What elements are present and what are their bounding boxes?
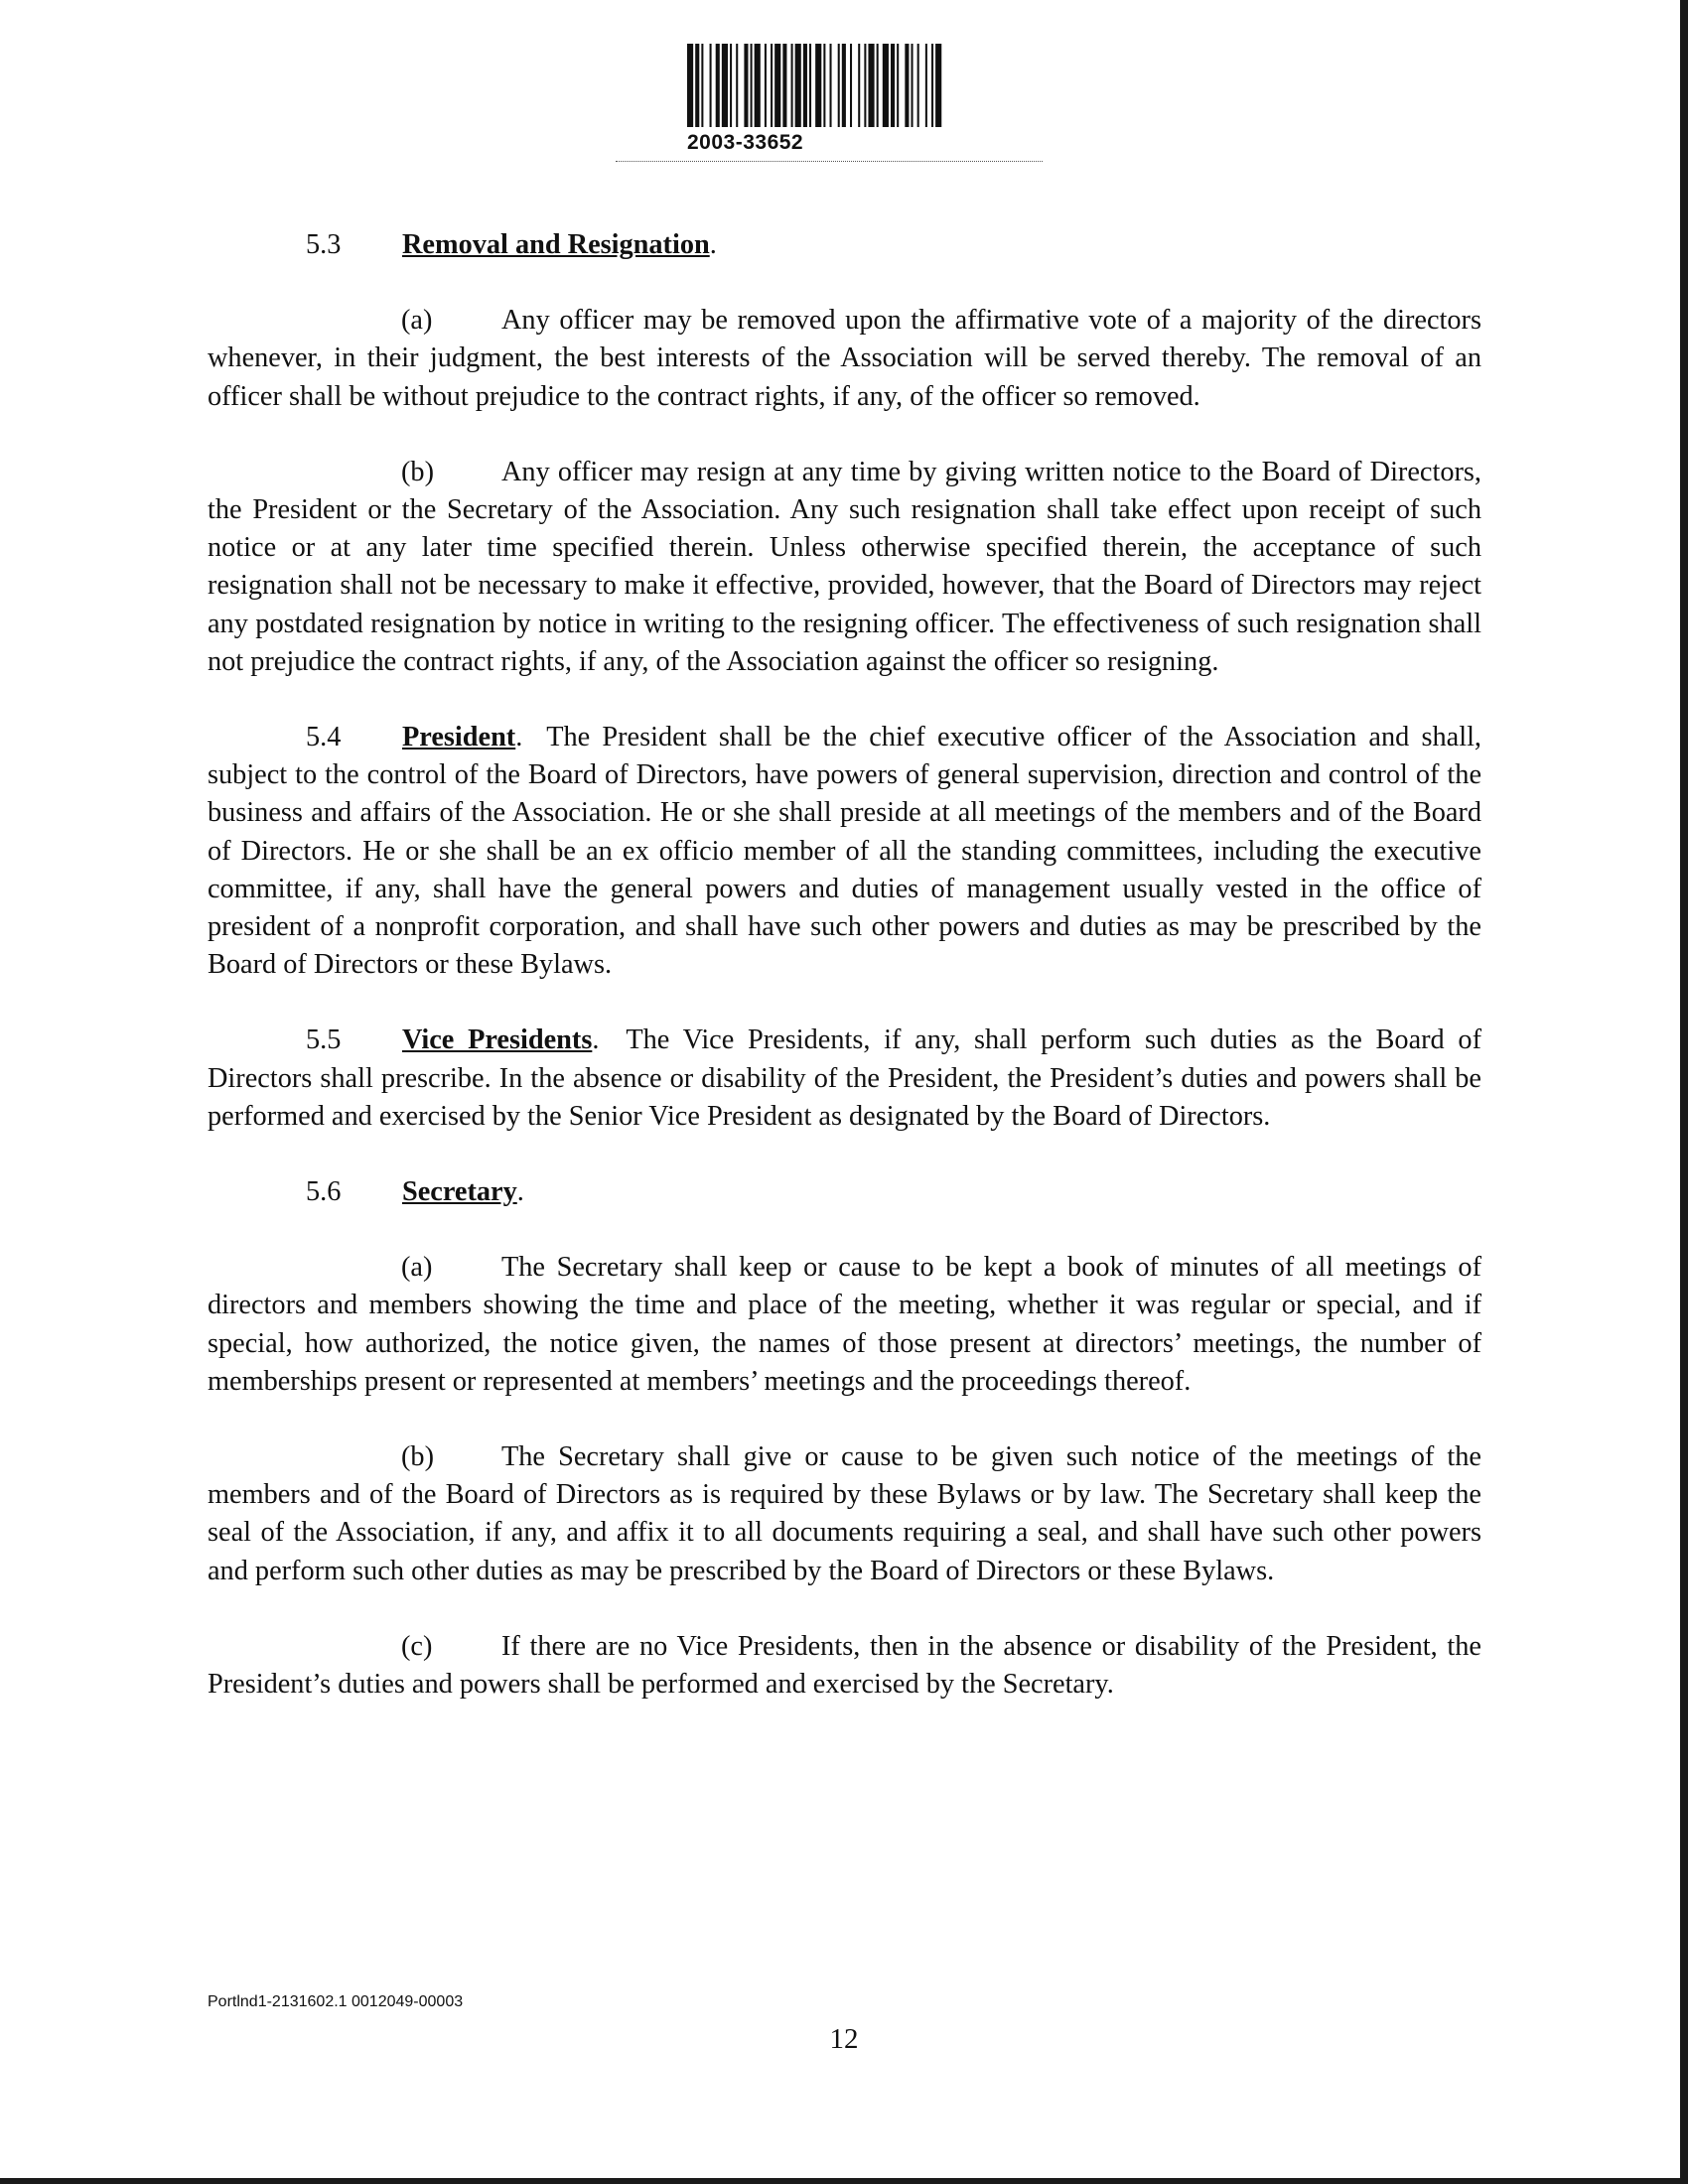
barcode-bar bbox=[868, 44, 874, 127]
barcode-bar bbox=[864, 44, 866, 127]
barcode-bar bbox=[716, 44, 720, 127]
scan-edge-bottom bbox=[0, 2178, 1688, 2184]
barcode-underline bbox=[616, 161, 1043, 163]
barcode-bar bbox=[695, 44, 699, 127]
barcode-number: 2003-33652 bbox=[687, 131, 804, 154]
barcode-bar bbox=[891, 44, 895, 127]
subsection-label: (b) bbox=[401, 1441, 434, 1473]
barcode-bar bbox=[710, 44, 712, 127]
barcode-bar bbox=[883, 44, 889, 127]
barcode-bar bbox=[795, 44, 801, 127]
page-number: 12 bbox=[829, 2023, 859, 2055]
barcode-bar bbox=[925, 44, 927, 127]
section-5-3-b bbox=[208, 454, 1481, 681]
barcode-bar bbox=[830, 44, 832, 127]
barcode-bar bbox=[897, 44, 899, 127]
barcode-bar bbox=[877, 44, 879, 127]
subsection-label: (b) bbox=[401, 456, 434, 487]
subsection-text: The Secretary shall give or cause to be given such notice of the meetings of the members and of the Board of Directors as is required by these Bylaws or by law. The Secretary shall keep the seal of the Association, if any, and affix it to all documents requiring a seal, and shall have such other powers and perform such other duties as may be prescribed by the Board of Directors or these Bylaws. bbox=[208, 1441, 1481, 1586]
barcode-bar bbox=[912, 44, 914, 127]
section-number: 5.5 bbox=[306, 1024, 342, 1056]
section-number: 5.4 bbox=[306, 722, 342, 753]
barcode-bar bbox=[838, 44, 840, 127]
barcode-bar bbox=[771, 44, 773, 127]
barcode-bar bbox=[744, 44, 748, 127]
barcode-bar bbox=[765, 44, 767, 127]
subsection-label: (a) bbox=[401, 1252, 433, 1284]
barcode-bar bbox=[850, 44, 852, 127]
document-body bbox=[208, 226, 1481, 1704]
section-title: Vice Presidents bbox=[402, 1024, 593, 1056]
barcode-bar bbox=[809, 44, 811, 127]
barcode-bar bbox=[782, 44, 786, 127]
barcode-bar bbox=[730, 44, 732, 127]
section-5-4: 5.4 President. The President shall be the chief executive officer of the Association and shall, subject to the control of the Board of Directors, have powers of general supervision, direction and control of the business and affairs of the Association. He or she shall preside at all meetings of the members and of the Board of Directors. He or she shall be an ex officio member of all the standing committees, including the executive committee, if any, shall have the general powers and duties of management usually vested in the office of president of a nonprofit corporation, and shall have such other powers and duties as may be prescribed by the Board of Directors or these Bylaws. bbox=[208, 719, 1481, 984]
barcode-bar bbox=[774, 44, 780, 127]
barcode-bar bbox=[935, 44, 941, 127]
barcode-bar bbox=[803, 44, 807, 127]
barcode bbox=[685, 44, 983, 163]
barcode-bar bbox=[736, 44, 738, 127]
barcode-bar bbox=[858, 44, 860, 127]
subsection-text: The Secretary shall keep or cause to be kept a book of minutes of all meetings of directors and members showing the time and place of the meeting, whether it was regular or special, and if special, how authorized, the notice given, the names of those present at directors’ meetings, the number of memberships present or represented at members’ meetings and the proceedings thereof. bbox=[208, 1252, 1481, 1397]
subsection-text: Any officer may be removed upon the affirmative vote of a majority of the directors whenever, in their judgment, the best interests of the Association will be served thereby. The removal of an officer shall be without prejudice to the contract rights, if any, of the officer so removed. bbox=[208, 305, 1481, 412]
barcode-bar bbox=[815, 44, 821, 127]
section-5-3-a bbox=[208, 302, 1481, 416]
subsection-text: If there are no Vice Presidents, then in the absence or disability of the President, the President’s duties and powers shall be performed and exercised by the Secretary. bbox=[208, 1630, 1481, 1701]
scan-edge-right bbox=[1680, 0, 1688, 2184]
barcode-bar bbox=[931, 44, 933, 127]
section-title: President bbox=[402, 722, 516, 753]
section-number: 5.3 bbox=[306, 229, 342, 260]
subsection-text: Any officer may resign at any time by giving written notice to the Board of Directors, the President or the Secretary of the Association. Any such resignation shall take effect upon receipt of such notice or at any later time specified therein. Unless otherwise specified therein, the acceptance of such resignation shall not be necessary to make it effective, provided, however, that the Board of Directors may reject any postdated resignation by notice in writing to the resigning officer. The effectiveness of such resignation shall not prejudice the contract rights, if any, of the Association against the officer so resigning. bbox=[208, 456, 1481, 677]
section-5-3-heading: 5.3 Removal and Resignation. bbox=[208, 226, 1481, 264]
subsection-label: (a) bbox=[401, 305, 433, 337]
barcode-bar bbox=[917, 44, 919, 127]
section-title: Removal and Resignation bbox=[402, 229, 710, 260]
section-5-6-c bbox=[208, 1628, 1481, 1704]
barcode-bar bbox=[842, 44, 846, 127]
barcode-bar bbox=[755, 44, 761, 127]
barcode-bar bbox=[701, 44, 703, 127]
barcode-bar bbox=[791, 44, 793, 127]
subsection-label: (c) bbox=[401, 1630, 433, 1662]
barcode-bar bbox=[823, 44, 825, 127]
section-5-6-a bbox=[208, 1249, 1481, 1401]
section-5-5: 5.5 Vice Presidents. The Vice Presidents, if any, shall perform such duties as the Board of Directors shall prescribe. In the absence or disability of the President, the President’s duties and powers shall be performed and exercised by the Senior Vice President as designated by the Board of Directors. bbox=[208, 1022, 1481, 1136]
barcode-bars bbox=[687, 44, 981, 131]
section-number: 5.6 bbox=[306, 1176, 342, 1208]
footer-document-reference: Portlnd1-2131602.1 0012049-00003 bbox=[208, 1993, 464, 2010]
section-5-6-b bbox=[208, 1438, 1481, 1590]
barcode-bar bbox=[722, 44, 728, 127]
barcode-bar bbox=[905, 44, 909, 127]
section-title: Secretary bbox=[402, 1176, 517, 1208]
section-text: The President shall be the chief executive officer of the Association and shall, subject to the control of the Board of Directors, have powers of general supervision, direction and control of the business and affairs of the Association. He or she shall preside at all meetings of the members and of the Board of Directors. He or she shall be an ex officio member of all the standing committees, including the executive committee, if any, shall have the general powers and duties of management usually vested in the office of president of a nonprofit corporation, and shall have such other powers and duties as may be prescribed by the Board of Directors or these Bylaws. bbox=[208, 722, 1482, 981]
section-5-6-heading: 5.6 Secretary. bbox=[208, 1173, 1481, 1211]
barcode-bar bbox=[751, 44, 753, 127]
barcode-bar bbox=[687, 44, 693, 127]
section-text: The Vice Presidents, if any, shall perform such duties as the Board of Directors shall prescribe. In the absence or disability of the President, the President’s duties and powers shall be performed and exercised by the Senior Vice President as designated by the Board of Directors. bbox=[208, 1024, 1481, 1132]
